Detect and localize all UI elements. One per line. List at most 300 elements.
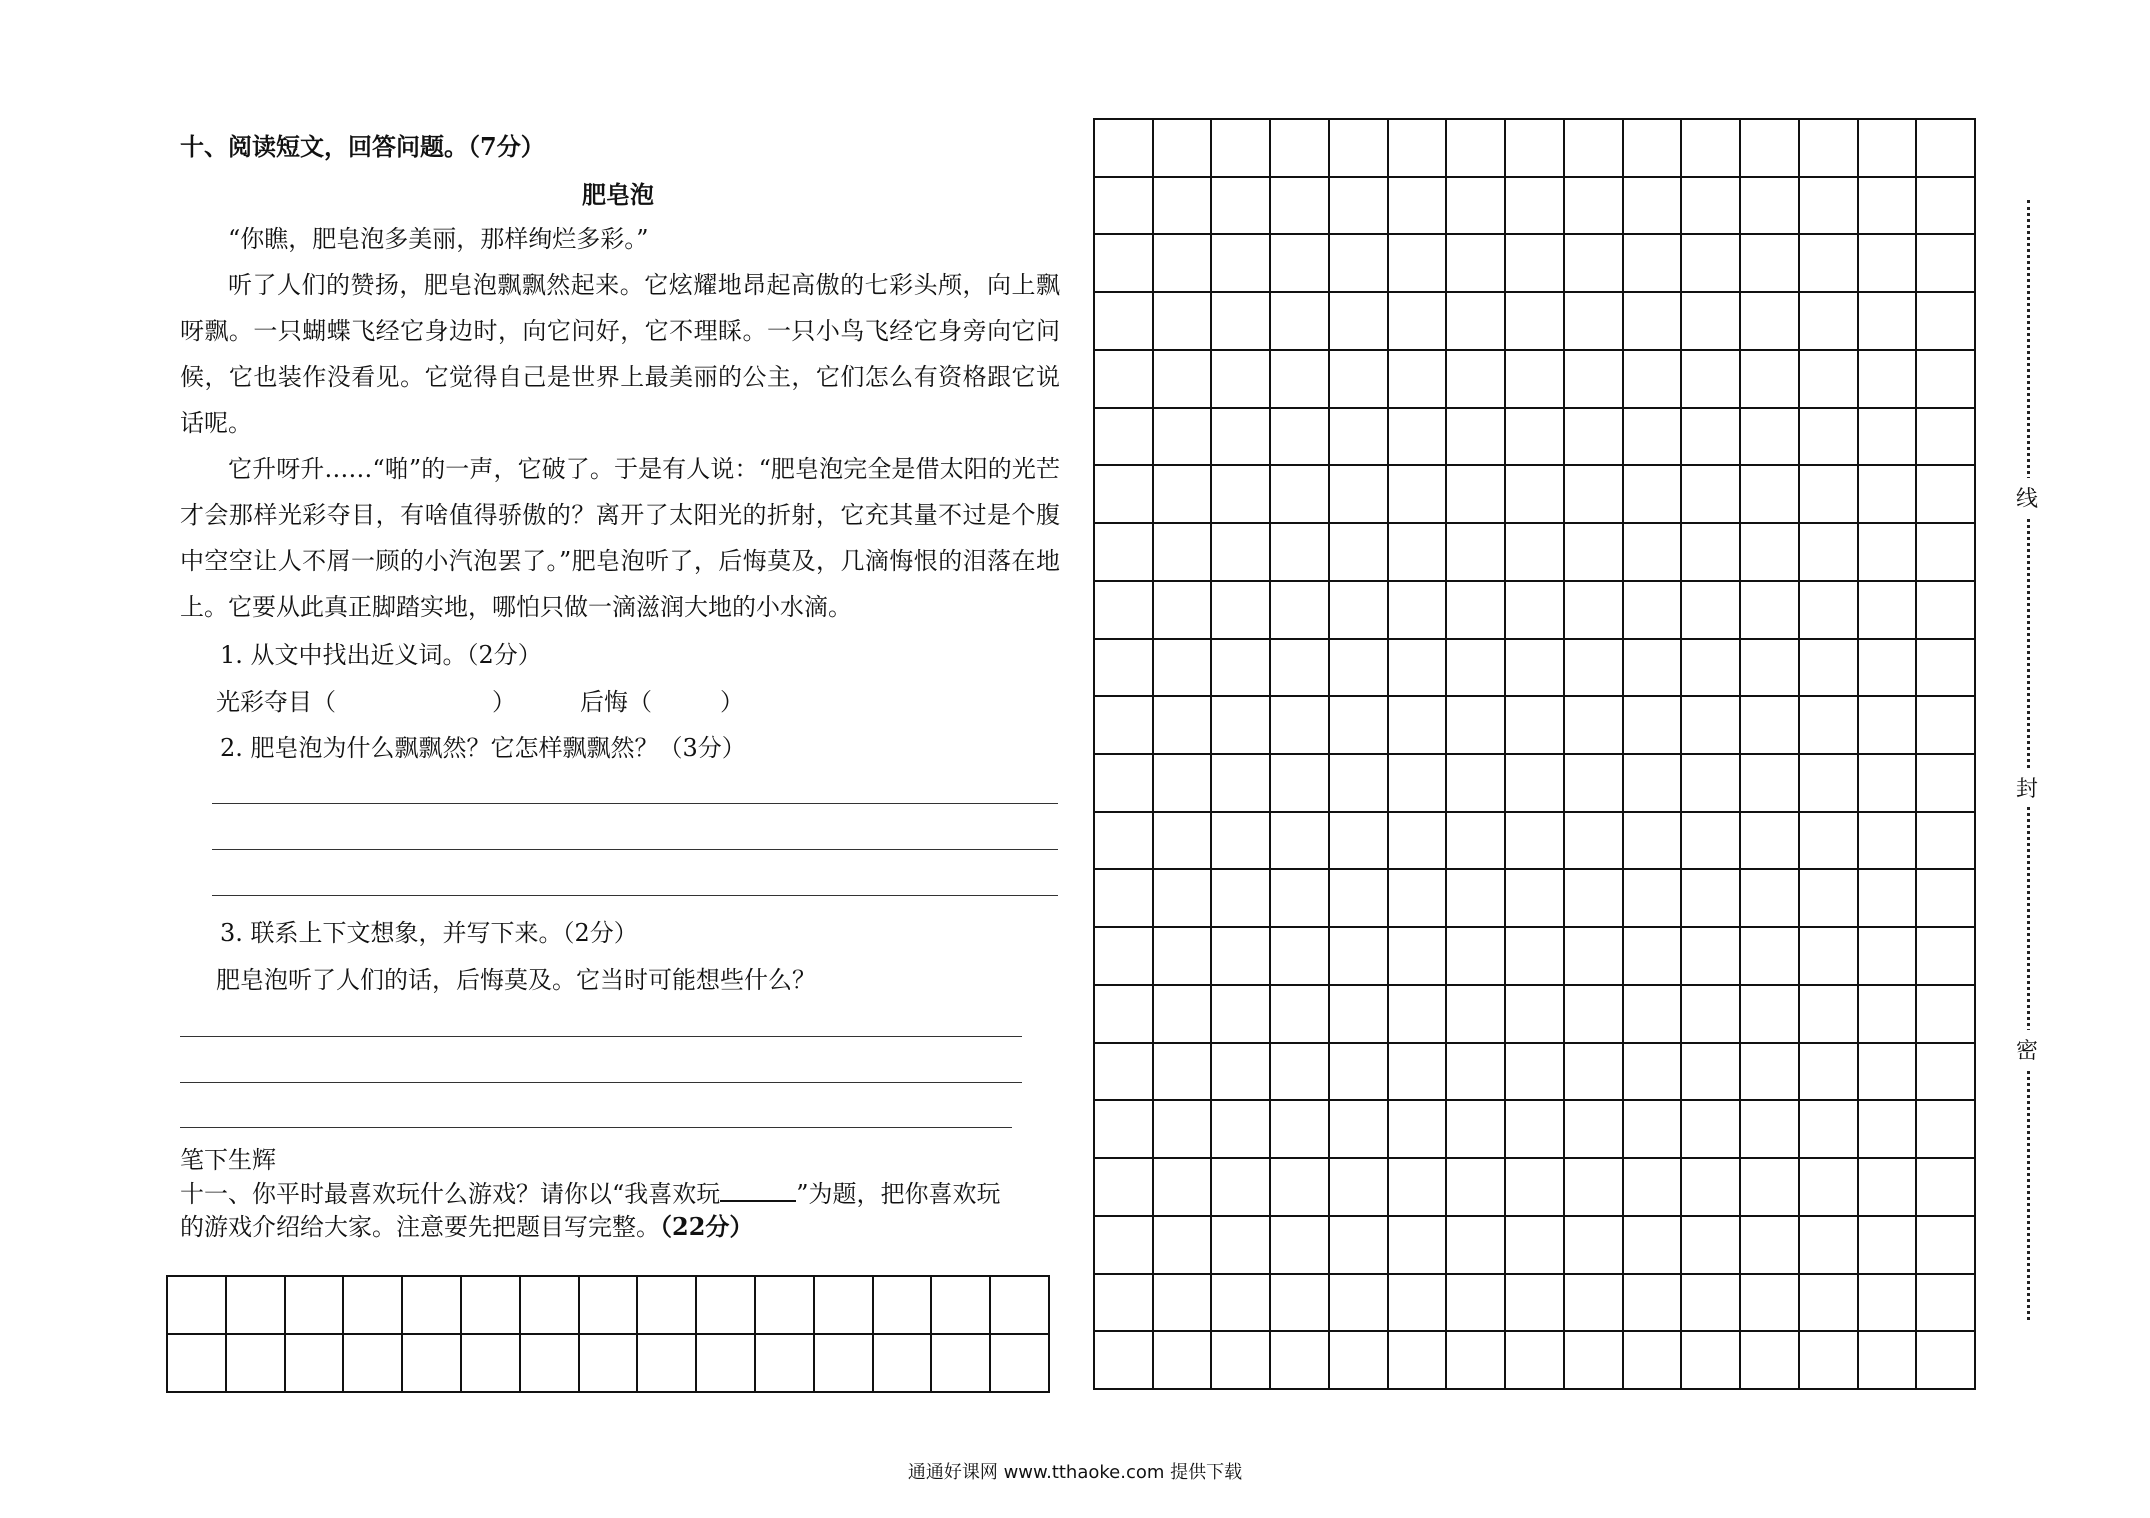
grid-cell[interactable] (1154, 755, 1213, 813)
grid-cell[interactable] (1565, 1101, 1624, 1159)
grid-cell[interactable] (1330, 928, 1389, 986)
grid-cell[interactable] (1095, 755, 1154, 813)
grid-cell[interactable] (1389, 466, 1448, 524)
writing-grid-right[interactable] (1093, 118, 1976, 1390)
grid-cell[interactable] (1447, 1217, 1506, 1275)
grid-cell[interactable] (1624, 1217, 1683, 1275)
answer-line[interactable] (212, 849, 1058, 850)
grid-cell[interactable] (1682, 178, 1741, 236)
grid-cell[interactable] (1741, 466, 1800, 524)
grid-cell[interactable] (1917, 1159, 1976, 1217)
grid-cell[interactable] (1389, 178, 1448, 236)
grid-cell[interactable] (1447, 178, 1506, 236)
grid-cell[interactable] (1506, 928, 1565, 986)
grid-cell[interactable] (1330, 235, 1389, 293)
grid-cell[interactable] (1154, 697, 1213, 755)
grid-cell[interactable] (1447, 351, 1506, 409)
grid-cell[interactable] (1271, 1044, 1330, 1102)
grid-cell[interactable] (286, 1335, 345, 1393)
grid-cell[interactable] (1917, 813, 1976, 871)
grid-cell[interactable] (1859, 928, 1918, 986)
grid-cell[interactable] (1271, 120, 1330, 178)
grid-cell[interactable] (1154, 582, 1213, 640)
grid-cell[interactable] (1447, 870, 1506, 928)
grid-cell[interactable] (1506, 697, 1565, 755)
grid-cell[interactable] (1447, 524, 1506, 582)
grid-cell[interactable] (462, 1335, 521, 1393)
grid-cell[interactable] (1154, 813, 1213, 871)
grid-cell[interactable] (1682, 1101, 1741, 1159)
grid-cell[interactable] (1917, 1275, 1976, 1333)
grid-cell[interactable] (1271, 466, 1330, 524)
grid-cell[interactable] (1800, 1101, 1859, 1159)
grid-cell[interactable] (1330, 986, 1389, 1044)
grid-cell[interactable] (1741, 293, 1800, 351)
grid-cell[interactable] (1389, 928, 1448, 986)
grid-cell[interactable] (1624, 1332, 1683, 1390)
grid-cell[interactable] (1565, 928, 1624, 986)
grid-cell[interactable] (1506, 351, 1565, 409)
grid-cell[interactable] (756, 1335, 815, 1393)
grid-cell[interactable] (1271, 293, 1330, 351)
grid-cell[interactable] (1095, 1159, 1154, 1217)
grid-cell[interactable] (1917, 120, 1976, 178)
grid-cell[interactable] (1447, 293, 1506, 351)
grid-cell[interactable] (1154, 235, 1213, 293)
grid-cell[interactable] (1212, 524, 1271, 582)
grid-cell[interactable] (1212, 755, 1271, 813)
grid-cell[interactable] (1095, 1101, 1154, 1159)
grid-cell[interactable] (1330, 524, 1389, 582)
grid-cell[interactable] (1565, 1159, 1624, 1217)
grid-cell[interactable] (1859, 293, 1918, 351)
grid-cell[interactable] (1565, 1217, 1624, 1275)
grid-cell[interactable] (1859, 1101, 1918, 1159)
grid-cell[interactable] (227, 1277, 286, 1335)
grid-cell[interactable] (1447, 409, 1506, 467)
grid-cell[interactable] (1917, 928, 1976, 986)
grid-cell[interactable] (1741, 1275, 1800, 1333)
grid-cell[interactable] (1389, 120, 1448, 178)
grid-cell[interactable] (638, 1277, 697, 1335)
grid-cell[interactable] (580, 1277, 639, 1335)
grid-cell[interactable] (1330, 1101, 1389, 1159)
grid-cell[interactable] (1624, 582, 1683, 640)
grid-cell[interactable] (1212, 928, 1271, 986)
grid-cell[interactable] (1095, 640, 1154, 698)
grid-cell[interactable] (1859, 351, 1918, 409)
grid-cell[interactable] (1506, 582, 1565, 640)
grid-cell[interactable] (1447, 640, 1506, 698)
grid-cell[interactable] (638, 1335, 697, 1393)
grid-cell[interactable] (1330, 870, 1389, 928)
grid-cell[interactable] (1917, 1101, 1976, 1159)
grid-cell[interactable] (1095, 293, 1154, 351)
grid-cell[interactable] (1624, 697, 1683, 755)
grid-cell[interactable] (1565, 524, 1624, 582)
grid-cell[interactable] (1682, 409, 1741, 467)
grid-cell[interactable] (1095, 120, 1154, 178)
grid-cell[interactable] (227, 1335, 286, 1393)
grid-cell[interactable] (1271, 178, 1330, 236)
grid-cell[interactable] (1447, 1044, 1506, 1102)
grid-cell[interactable] (1212, 293, 1271, 351)
grid-cell[interactable] (1389, 755, 1448, 813)
grid-cell[interactable] (1389, 697, 1448, 755)
grid-cell[interactable] (1330, 755, 1389, 813)
grid-cell[interactable] (1859, 755, 1918, 813)
grid-cell[interactable] (1271, 1159, 1330, 1217)
grid-cell[interactable] (1330, 1332, 1389, 1390)
grid-cell[interactable] (1682, 582, 1741, 640)
grid-cell[interactable] (1741, 524, 1800, 582)
grid-cell[interactable] (1741, 1217, 1800, 1275)
grid-cell[interactable] (1506, 1101, 1565, 1159)
grid-cell[interactable] (1212, 351, 1271, 409)
grid-cell[interactable] (1154, 870, 1213, 928)
grid-cell[interactable] (1741, 813, 1800, 871)
grid-cell[interactable] (1506, 640, 1565, 698)
grid-cell[interactable] (1506, 178, 1565, 236)
grid-cell[interactable] (1271, 235, 1330, 293)
title-blank[interactable] (720, 1178, 796, 1202)
grid-cell[interactable] (1271, 640, 1330, 698)
grid-cell[interactable] (1095, 1275, 1154, 1333)
grid-cell[interactable] (1859, 813, 1918, 871)
grid-cell[interactable] (1154, 409, 1213, 467)
grid-cell[interactable] (1212, 1332, 1271, 1390)
grid-cell[interactable] (1624, 293, 1683, 351)
grid-cell[interactable] (1859, 409, 1918, 467)
grid-cell[interactable] (1271, 351, 1330, 409)
grid-cell[interactable] (1624, 524, 1683, 582)
grid-cell[interactable] (1682, 870, 1741, 928)
grid-cell[interactable] (1095, 466, 1154, 524)
grid-cell[interactable] (1682, 1217, 1741, 1275)
grid-cell[interactable] (1917, 409, 1976, 467)
grid-cell[interactable] (1741, 870, 1800, 928)
grid-cell[interactable] (1741, 1101, 1800, 1159)
grid-cell[interactable] (1565, 640, 1624, 698)
grid-cell[interactable] (1859, 1159, 1918, 1217)
grid-cell[interactable] (1800, 524, 1859, 582)
grid-cell[interactable] (521, 1335, 580, 1393)
grid-cell[interactable] (1389, 813, 1448, 871)
grid-cell[interactable] (1095, 235, 1154, 293)
grid-cell[interactable] (1859, 986, 1918, 1044)
grid-cell[interactable] (1506, 1217, 1565, 1275)
grid-cell[interactable] (1389, 1044, 1448, 1102)
grid-cell[interactable] (1154, 1217, 1213, 1275)
answer-line[interactable] (180, 1082, 1022, 1083)
grid-cell[interactable] (1330, 120, 1389, 178)
grid-cell[interactable] (1212, 120, 1271, 178)
grid-cell[interactable] (1389, 235, 1448, 293)
grid-cell[interactable] (1506, 409, 1565, 467)
grid-cell[interactable] (1859, 466, 1918, 524)
grid-cell[interactable] (1624, 1159, 1683, 1217)
grid-cell[interactable] (1212, 1159, 1271, 1217)
grid-cell[interactable] (1741, 235, 1800, 293)
grid-cell[interactable] (1565, 582, 1624, 640)
answer-line[interactable] (212, 803, 1058, 804)
grid-cell[interactable] (1565, 755, 1624, 813)
grid-cell[interactable] (1800, 1332, 1859, 1390)
grid-cell[interactable] (1624, 986, 1683, 1044)
grid-cell[interactable] (1506, 1332, 1565, 1390)
grid-cell[interactable] (1859, 697, 1918, 755)
grid-cell[interactable] (1330, 697, 1389, 755)
grid-cell[interactable] (1212, 1217, 1271, 1275)
grid-cell[interactable] (1330, 813, 1389, 871)
grid-cell[interactable] (1565, 409, 1624, 467)
grid-cell[interactable] (1389, 524, 1448, 582)
grid-cell[interactable] (1859, 524, 1918, 582)
grid-cell[interactable] (1741, 697, 1800, 755)
grid-cell[interactable] (1506, 870, 1565, 928)
grid-cell[interactable] (1447, 697, 1506, 755)
grid-cell[interactable] (1271, 524, 1330, 582)
grid-cell[interactable] (1389, 986, 1448, 1044)
grid-cell[interactable] (168, 1335, 227, 1393)
grid-cell[interactable] (1095, 928, 1154, 986)
grid-cell[interactable] (1565, 1332, 1624, 1390)
grid-cell[interactable] (1682, 640, 1741, 698)
grid-cell[interactable] (1800, 293, 1859, 351)
answer-line[interactable] (180, 1127, 1012, 1128)
grid-cell[interactable] (1800, 582, 1859, 640)
grid-cell[interactable] (1682, 524, 1741, 582)
grid-cell[interactable] (1506, 235, 1565, 293)
grid-cell[interactable] (1154, 466, 1213, 524)
grid-cell[interactable] (1447, 1332, 1506, 1390)
grid-cell[interactable] (1800, 178, 1859, 236)
grid-cell[interactable] (1447, 120, 1506, 178)
grid-cell[interactable] (1212, 1044, 1271, 1102)
grid-cell[interactable] (1330, 1044, 1389, 1102)
grid-cell[interactable] (1330, 1217, 1389, 1275)
grid-cell[interactable] (1682, 813, 1741, 871)
grid-cell[interactable] (1624, 928, 1683, 986)
grid-cell[interactable] (403, 1277, 462, 1335)
grid-cell[interactable] (1212, 870, 1271, 928)
grid-cell[interactable] (1917, 1044, 1976, 1102)
grid-cell[interactable] (1682, 928, 1741, 986)
grid-cell[interactable] (1859, 120, 1918, 178)
grid-cell[interactable] (1154, 640, 1213, 698)
grid-cell[interactable] (1565, 466, 1624, 524)
grid-cell[interactable] (1506, 755, 1565, 813)
grid-cell[interactable] (1330, 351, 1389, 409)
grid-cell[interactable] (1741, 351, 1800, 409)
grid-cell[interactable] (1917, 178, 1976, 236)
grid-cell[interactable] (1682, 466, 1741, 524)
grid-cell[interactable] (1154, 1275, 1213, 1333)
grid-cell[interactable] (1271, 986, 1330, 1044)
grid-cell[interactable] (462, 1277, 521, 1335)
answer-line[interactable] (180, 1036, 1022, 1037)
grid-cell[interactable] (1095, 351, 1154, 409)
grid-cell[interactable] (1506, 1044, 1565, 1102)
grid-cell[interactable] (1800, 120, 1859, 178)
grid-cell[interactable] (1095, 582, 1154, 640)
grid-cell[interactable] (1330, 409, 1389, 467)
grid-cell[interactable] (1565, 870, 1624, 928)
grid-cell[interactable] (1859, 1332, 1918, 1390)
grid-cell[interactable] (1917, 351, 1976, 409)
grid-cell[interactable] (1565, 1044, 1624, 1102)
grid-cell[interactable] (1682, 1044, 1741, 1102)
grid-cell[interactable] (1389, 409, 1448, 467)
grid-cell[interactable] (932, 1277, 991, 1335)
grid-cell[interactable] (1624, 1101, 1683, 1159)
grid-cell[interactable] (1095, 524, 1154, 582)
grid-cell[interactable] (1917, 755, 1976, 813)
grid-cell[interactable] (697, 1335, 756, 1393)
grid-cell[interactable] (1330, 1159, 1389, 1217)
grid-cell[interactable] (1330, 178, 1389, 236)
grid-cell[interactable] (1389, 1159, 1448, 1217)
grid-cell[interactable] (1624, 351, 1683, 409)
grid-cell[interactable] (1506, 1275, 1565, 1333)
grid-cell[interactable] (1741, 120, 1800, 178)
grid-cell[interactable] (1212, 697, 1271, 755)
grid-cell[interactable] (1917, 1332, 1976, 1390)
grid-cell[interactable] (1330, 466, 1389, 524)
grid-cell[interactable] (1800, 409, 1859, 467)
grid-cell[interactable] (1506, 466, 1565, 524)
grid-cell[interactable] (1447, 582, 1506, 640)
grid-cell[interactable] (1212, 582, 1271, 640)
grid-cell[interactable] (1389, 582, 1448, 640)
grid-cell[interactable] (1095, 986, 1154, 1044)
grid-cell[interactable] (1800, 755, 1859, 813)
grid-cell[interactable] (1917, 870, 1976, 928)
grid-cell[interactable] (1741, 928, 1800, 986)
grid-cell[interactable] (1741, 986, 1800, 1044)
grid-cell[interactable] (1624, 409, 1683, 467)
grid-cell[interactable] (1859, 1044, 1918, 1102)
grid-cell[interactable] (1800, 351, 1859, 409)
grid-cell[interactable] (991, 1277, 1050, 1335)
grid-cell[interactable] (1212, 1101, 1271, 1159)
grid-cell[interactable] (1330, 293, 1389, 351)
grid-cell[interactable] (1800, 1217, 1859, 1275)
grid-cell[interactable] (1095, 870, 1154, 928)
grid-cell[interactable] (1917, 640, 1976, 698)
grid-cell[interactable] (521, 1277, 580, 1335)
grid-cell[interactable] (1624, 466, 1683, 524)
grid-cell[interactable] (344, 1335, 403, 1393)
grid-cell[interactable] (1565, 178, 1624, 236)
grid-cell[interactable] (1917, 986, 1976, 1044)
grid-cell[interactable] (344, 1277, 403, 1335)
grid-cell[interactable] (286, 1277, 345, 1335)
grid-cell[interactable] (1095, 1217, 1154, 1275)
grid-cell[interactable] (1741, 409, 1800, 467)
grid-cell[interactable] (1800, 813, 1859, 871)
grid-cell[interactable] (1800, 640, 1859, 698)
grid-cell[interactable] (1447, 1275, 1506, 1333)
grid-cell[interactable] (1447, 1101, 1506, 1159)
grid-cell[interactable] (1212, 813, 1271, 871)
grid-cell[interactable] (1447, 813, 1506, 871)
grid-cell[interactable] (1917, 582, 1976, 640)
grid-cell[interactable] (1800, 1044, 1859, 1102)
grid-cell[interactable] (1565, 1275, 1624, 1333)
grid-cell[interactable] (874, 1335, 933, 1393)
grid-cell[interactable] (1800, 928, 1859, 986)
grid-cell[interactable] (1095, 813, 1154, 871)
grid-cell[interactable] (1271, 870, 1330, 928)
grid-cell[interactable] (1800, 870, 1859, 928)
grid-cell[interactable] (1859, 235, 1918, 293)
grid-cell[interactable] (1859, 1275, 1918, 1333)
grid-cell[interactable] (1800, 235, 1859, 293)
grid-cell[interactable] (1271, 928, 1330, 986)
grid-cell[interactable] (1389, 1275, 1448, 1333)
grid-cell[interactable] (1917, 697, 1976, 755)
grid-cell[interactable] (1389, 293, 1448, 351)
grid-cell[interactable] (1624, 235, 1683, 293)
grid-cell[interactable] (1624, 1044, 1683, 1102)
grid-cell[interactable] (1154, 1101, 1213, 1159)
grid-cell[interactable] (1506, 120, 1565, 178)
grid-cell[interactable] (1154, 178, 1213, 236)
grid-cell[interactable] (1154, 1332, 1213, 1390)
grid-cell[interactable] (697, 1277, 756, 1335)
grid-cell[interactable] (1271, 1101, 1330, 1159)
grid-cell[interactable] (1565, 813, 1624, 871)
grid-cell[interactable] (1917, 235, 1976, 293)
grid-cell[interactable] (1741, 640, 1800, 698)
grid-cell[interactable] (1917, 524, 1976, 582)
grid-cell[interactable] (815, 1335, 874, 1393)
grid-cell[interactable] (1095, 1044, 1154, 1102)
grid-cell[interactable] (1682, 755, 1741, 813)
grid-cell[interactable] (1389, 1217, 1448, 1275)
grid-cell[interactable] (1565, 986, 1624, 1044)
grid-cell[interactable] (1859, 640, 1918, 698)
answer-line[interactable] (212, 895, 1058, 896)
grid-cell[interactable] (403, 1335, 462, 1393)
grid-cell[interactable] (1624, 1275, 1683, 1333)
grid-cell[interactable] (1271, 1217, 1330, 1275)
grid-cell[interactable] (1154, 351, 1213, 409)
grid-cell[interactable] (1800, 1275, 1859, 1333)
grid-cell[interactable] (1271, 755, 1330, 813)
grid-cell[interactable] (1800, 466, 1859, 524)
grid-cell[interactable] (1212, 466, 1271, 524)
grid-cell[interactable] (1859, 870, 1918, 928)
grid-cell[interactable] (1682, 1159, 1741, 1217)
grid-cell[interactable] (1095, 697, 1154, 755)
grid-cell[interactable] (1154, 986, 1213, 1044)
grid-cell[interactable] (1565, 293, 1624, 351)
grid-cell[interactable] (1859, 1217, 1918, 1275)
grid-cell[interactable] (1624, 870, 1683, 928)
grid-cell[interactable] (874, 1277, 933, 1335)
grid-cell[interactable] (1624, 120, 1683, 178)
grid-cell[interactable] (1506, 986, 1565, 1044)
grid-cell[interactable] (1800, 697, 1859, 755)
grid-cell[interactable] (815, 1277, 874, 1335)
grid-cell[interactable] (1212, 1275, 1271, 1333)
grid-cell[interactable] (1682, 697, 1741, 755)
grid-cell[interactable] (168, 1277, 227, 1335)
grid-cell[interactable] (1859, 582, 1918, 640)
grid-cell[interactable] (1389, 870, 1448, 928)
